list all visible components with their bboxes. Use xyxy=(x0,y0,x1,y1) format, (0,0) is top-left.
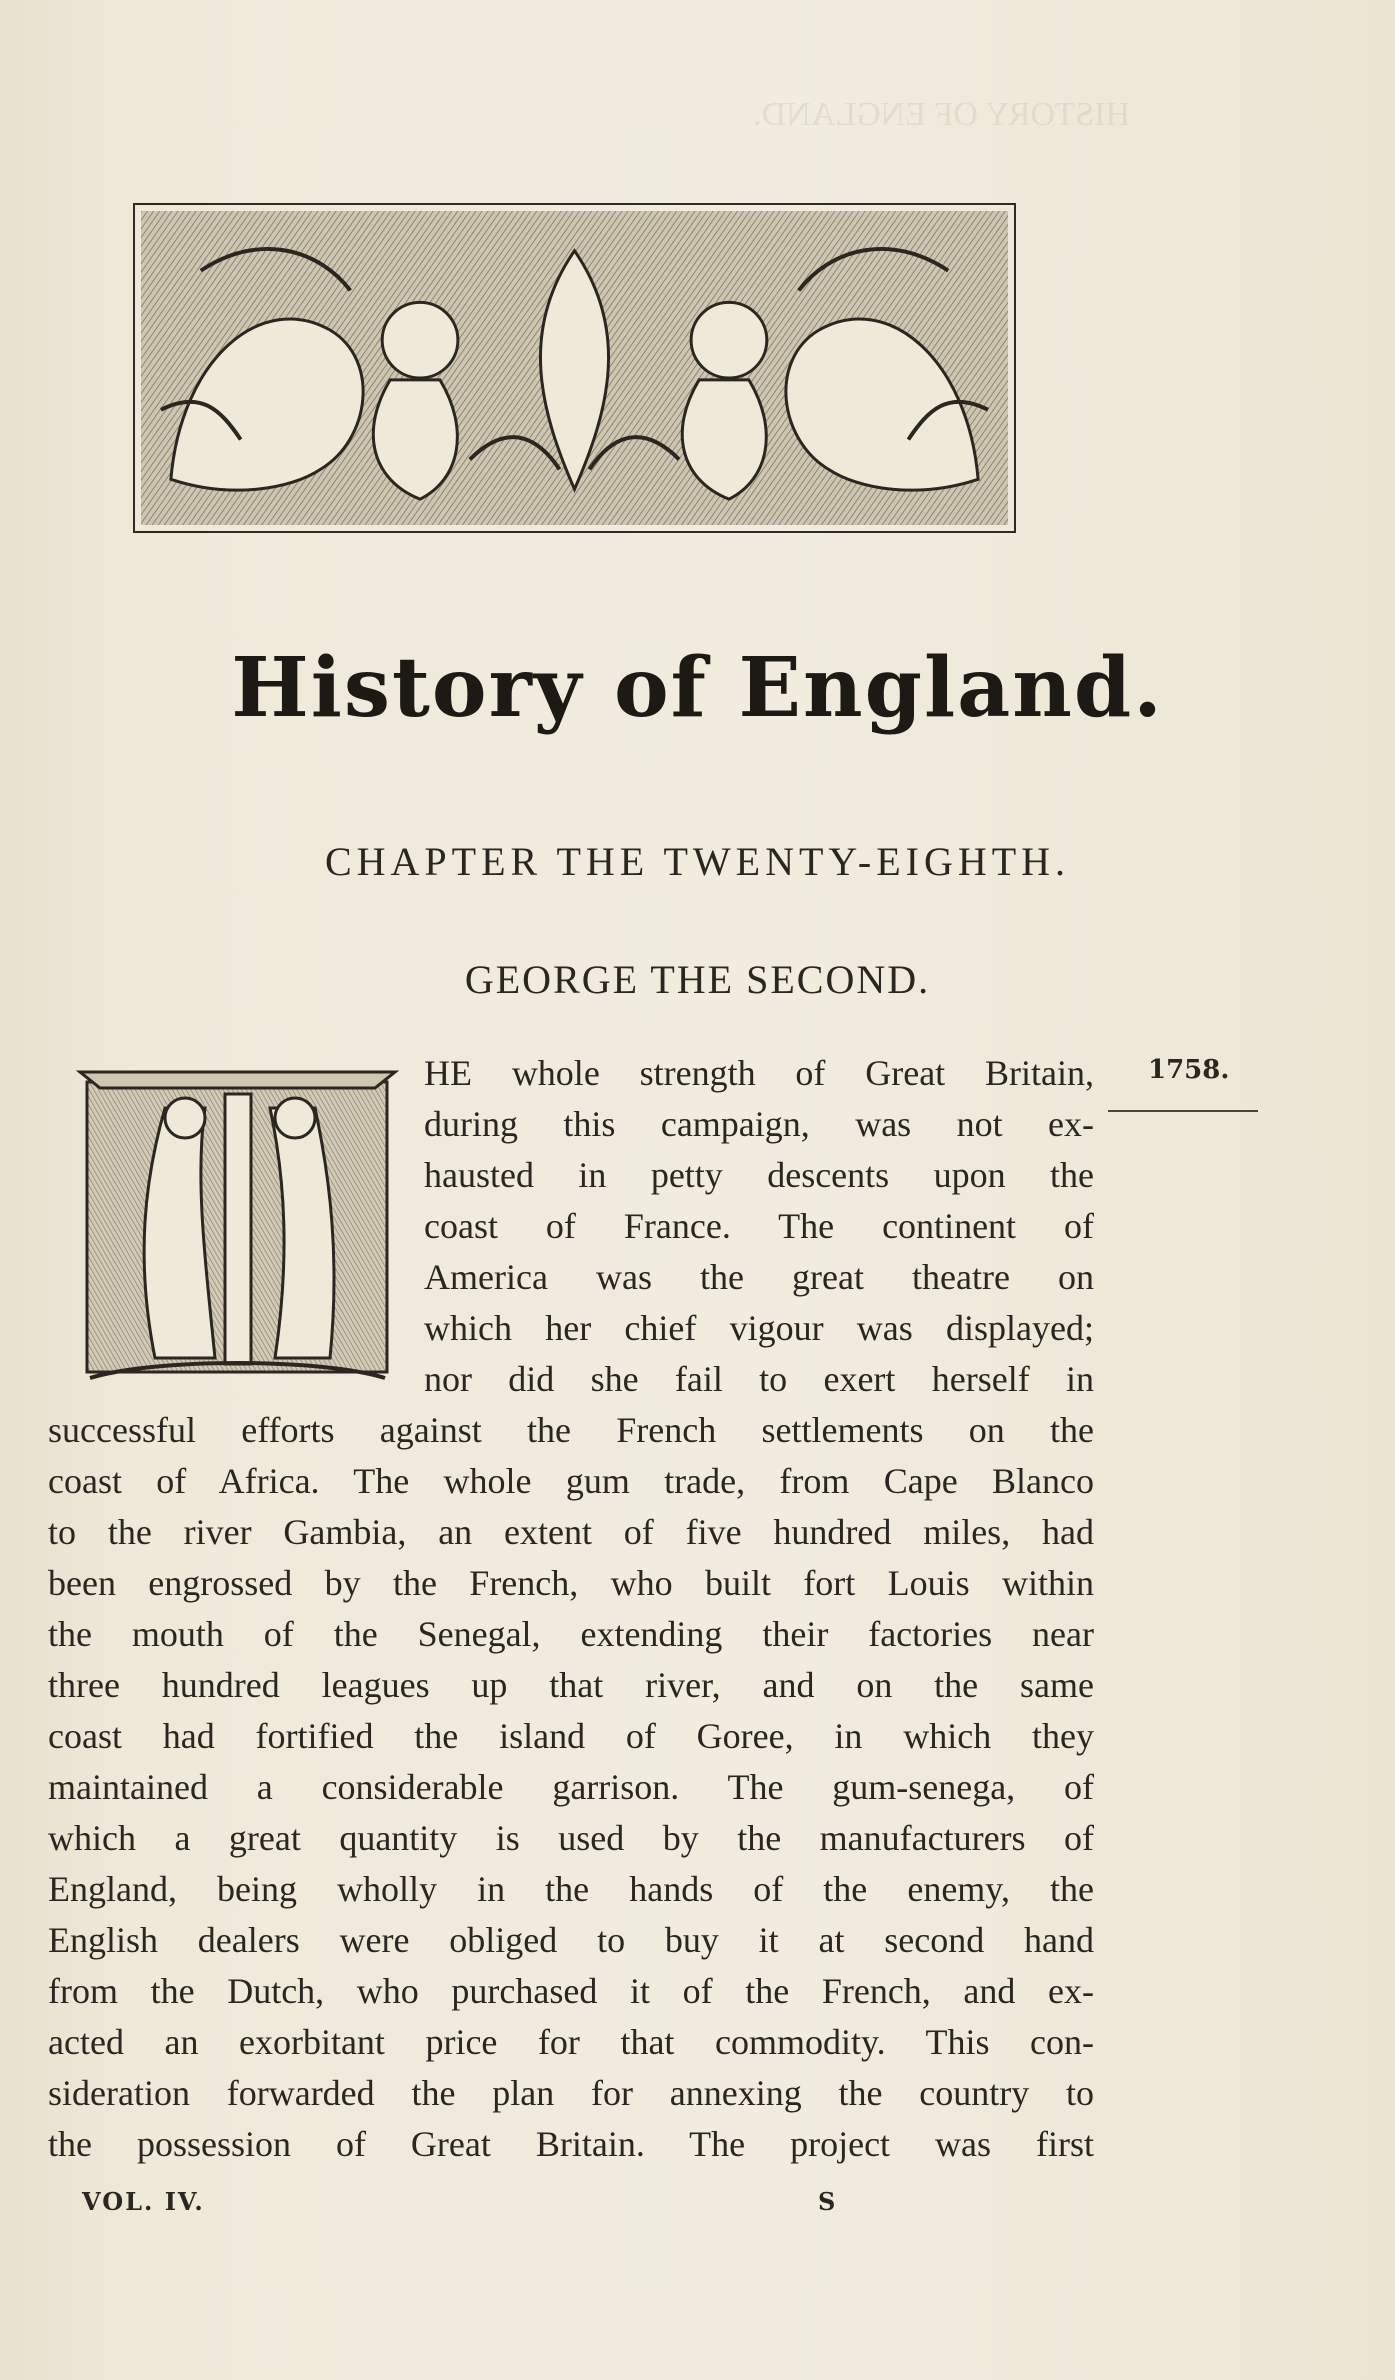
body-line: during this campaign, was not ex- xyxy=(424,1104,1094,1144)
body-line: hausted in petty descents upon the xyxy=(424,1155,1094,1195)
body-line: coast had fortified the island of Goree, in which they xyxy=(48,1716,1094,1756)
body-line: England, being wholly in the hands of the enemy, the xyxy=(48,1869,1094,1909)
body-line: which a great quantity is used by the manufacturers of xyxy=(48,1818,1094,1858)
body-line: America was the great theatre on xyxy=(424,1257,1094,1297)
body-line: which her chief vigour was displayed; xyxy=(424,1308,1094,1348)
body-line: nor did she fail to exert herself in xyxy=(424,1359,1094,1399)
body-line: coast of Africa. The whole gum trade, from Cape Blanco xyxy=(48,1461,1094,1501)
body-line: three hundred leagues up that river, and on the same xyxy=(48,1665,1094,1705)
chapter-heading: CHAPTER THE TWENTY-EIGHTH. xyxy=(324,839,1071,884)
margin-rule xyxy=(1108,1110,1258,1112)
body-line: maintained a considerable garrison. The gum-senega, of xyxy=(48,1767,1094,1807)
body-line: successful efforts against the French settlements on the xyxy=(48,1410,1094,1450)
body-line: coast of France. The continent of xyxy=(424,1206,1094,1246)
body-line: the mouth of the Senegal, extending their factories near xyxy=(48,1614,1094,1654)
margin-year: 1758. xyxy=(1148,1055,1230,1085)
drop-cap-initial xyxy=(75,1058,400,1396)
body-line: acted an exorbitant price for that commodity. This con- xyxy=(48,2022,1094,2062)
footer-signature: S xyxy=(818,2187,836,2216)
body-line: sideration forwarded the plan for annexing the country to xyxy=(48,2073,1094,2113)
footer-volume: VOL. IV. xyxy=(82,2187,205,2216)
bleed-through-text: HISTORY OF ENGLAND. xyxy=(753,96,1130,133)
running-title: History of England. xyxy=(231,640,1164,736)
body-line: the possession of Great Britain. The project was first xyxy=(48,2124,1094,2164)
body-line: HE whole strength of Great Britain, xyxy=(424,1053,1094,1093)
body-line: been engrossed by the French, who built fort Louis within xyxy=(48,1563,1094,1603)
reign-heading: GEORGE THE SECOND. xyxy=(464,957,931,1002)
body-line: from the Dutch, who purchased it of the French, and ex- xyxy=(48,1971,1094,2011)
ornamental-headpiece xyxy=(133,203,1016,533)
body-line: English dealers were obliged to buy it at second hand xyxy=(48,1920,1094,1960)
body-line: to the river Gambia, an extent of five hundred miles, had xyxy=(48,1512,1094,1552)
